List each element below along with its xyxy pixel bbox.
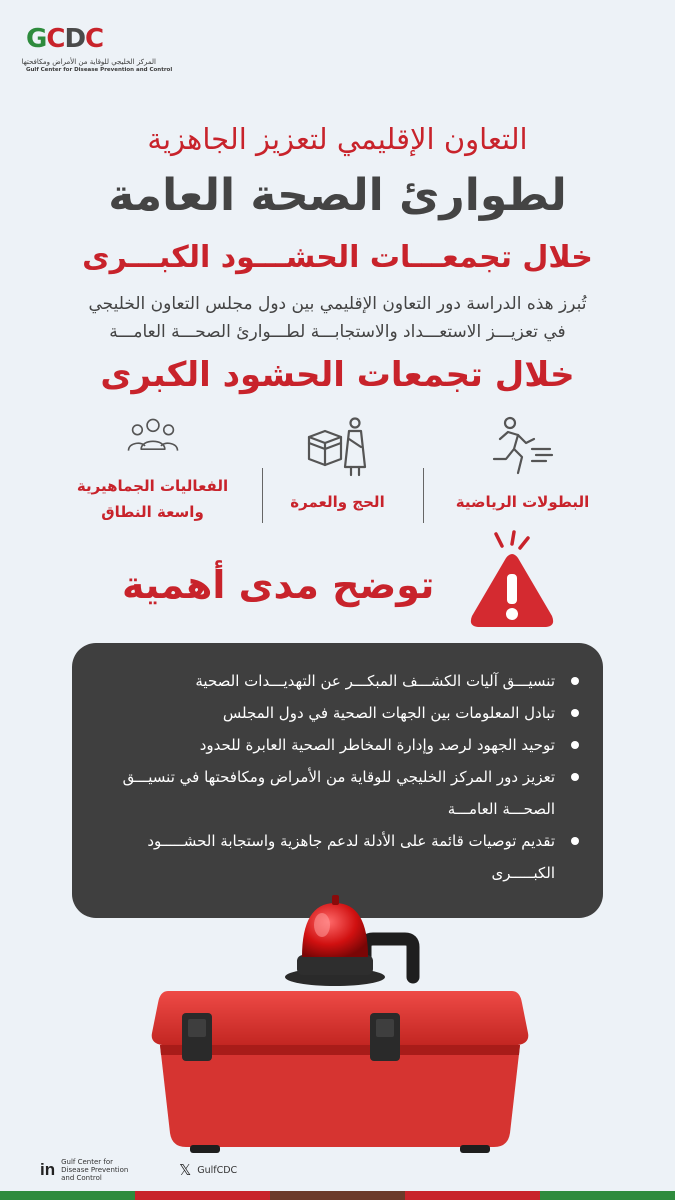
logo-letter-d: D [64, 24, 86, 54]
logo-mark [26, 22, 156, 56]
event-label-mass-line1: الفعاليات الجماهيرية [76, 477, 229, 495]
headline-line-2: لطوارئ الصحة العامة [108, 170, 567, 221]
event-label-sports [456, 489, 589, 515]
importance-title: توضح مدى أهمية [122, 563, 435, 607]
headline-line-1: التعاون الإقليمي لتعزيز الجاهزية [147, 122, 528, 156]
highlight-heading: خلال تجمعات الحشود الكبرى [100, 355, 575, 395]
emergency-kit-illustration [150, 895, 530, 1155]
bar-segment-2 [135, 1191, 270, 1200]
x-handle: GulfCDC [197, 1164, 238, 1176]
logo-letter-c: C [46, 24, 65, 54]
event-label-hajj [290, 489, 384, 515]
events-row [60, 415, 615, 525]
x-link[interactable] [179, 1161, 237, 1179]
footer-social [40, 1158, 237, 1182]
key-point-3: توحيد الجهود لرصد وإدارة المخاطر الصحية العابرة للحدود [102, 729, 579, 761]
bar-segment-3 [270, 1191, 405, 1200]
event-hajj [245, 415, 430, 525]
key-point-5: تقديم توصيات قائمة على الأدلة لدعم جاهزية واستجابة الحشـــــود الكبـــــرى [102, 825, 579, 889]
key-point-1: تنسيـــق آليات الكشـــف المبكـــر عن التهديـــدات الصحية [102, 665, 579, 697]
gcdc-logo [21, 22, 173, 73]
key-point-2: تبادل المعلومات بين الجهات الصحية في دول المجلس [102, 697, 579, 729]
event-label-mass-line2: واسعة النطاق [101, 503, 204, 521]
warning-triangle-icon [466, 530, 556, 635]
event-sports [430, 415, 615, 525]
key-point-4: تعزيز دور المركز الخليجي للوقاية من الأمراض ومكافحتها في تنسيـــق الصحـــة العامـــة [102, 761, 579, 825]
logo-name-english: Gulf Center for Disease Prevention and Control [26, 67, 173, 73]
running-athlete-icon [488, 415, 558, 477]
linkedin-icon: in [40, 1160, 56, 1179]
events-divider-2 [423, 468, 424, 523]
crowd-people-icon [118, 415, 188, 461]
logo-name-arabic: المركز الخليجي للوقاية من الأمراض ومكافحتها [21, 58, 156, 66]
kaaba-pilgrim-icon [303, 415, 373, 477]
intro-paragraph [60, 290, 615, 346]
event-label-mass [77, 473, 228, 525]
linkedin-account-name: Gulf Center for Disease Prevention and Control [61, 1158, 129, 1182]
event-mass-gatherings [60, 415, 245, 525]
bar-segment-4 [405, 1191, 540, 1200]
bar-segment-5 [540, 1191, 675, 1200]
brand-color-bar [0, 1191, 675, 1200]
events-divider-1 [262, 468, 263, 523]
key-points-list [72, 643, 603, 889]
linkedin-link[interactable] [40, 1158, 139, 1182]
logo-letter-c2: C [85, 24, 104, 54]
intro-line-1: تُبرز هذه الدراسة دور التعاون الإقليمي بين دول مجلس التعاون الخليجي [88, 294, 587, 314]
logo-letter-g: G [26, 24, 47, 54]
headline-line-3: خلال تجمعـــات الحشـــود الكبـــرى [82, 240, 593, 275]
x-icon: 𝕏 [179, 1161, 192, 1179]
key-points-panel [72, 643, 603, 918]
event-label-hajj-line1: الحج والعمرة [290, 493, 385, 511]
intro-line-2: في تعزيـــز الاستعـــداد والاستجابـــة لطـــوارئ الصحـــة العامـــة [109, 322, 566, 342]
bar-segment-1 [0, 1191, 135, 1200]
event-label-sports-line1: البطولات الرياضية [455, 493, 590, 511]
